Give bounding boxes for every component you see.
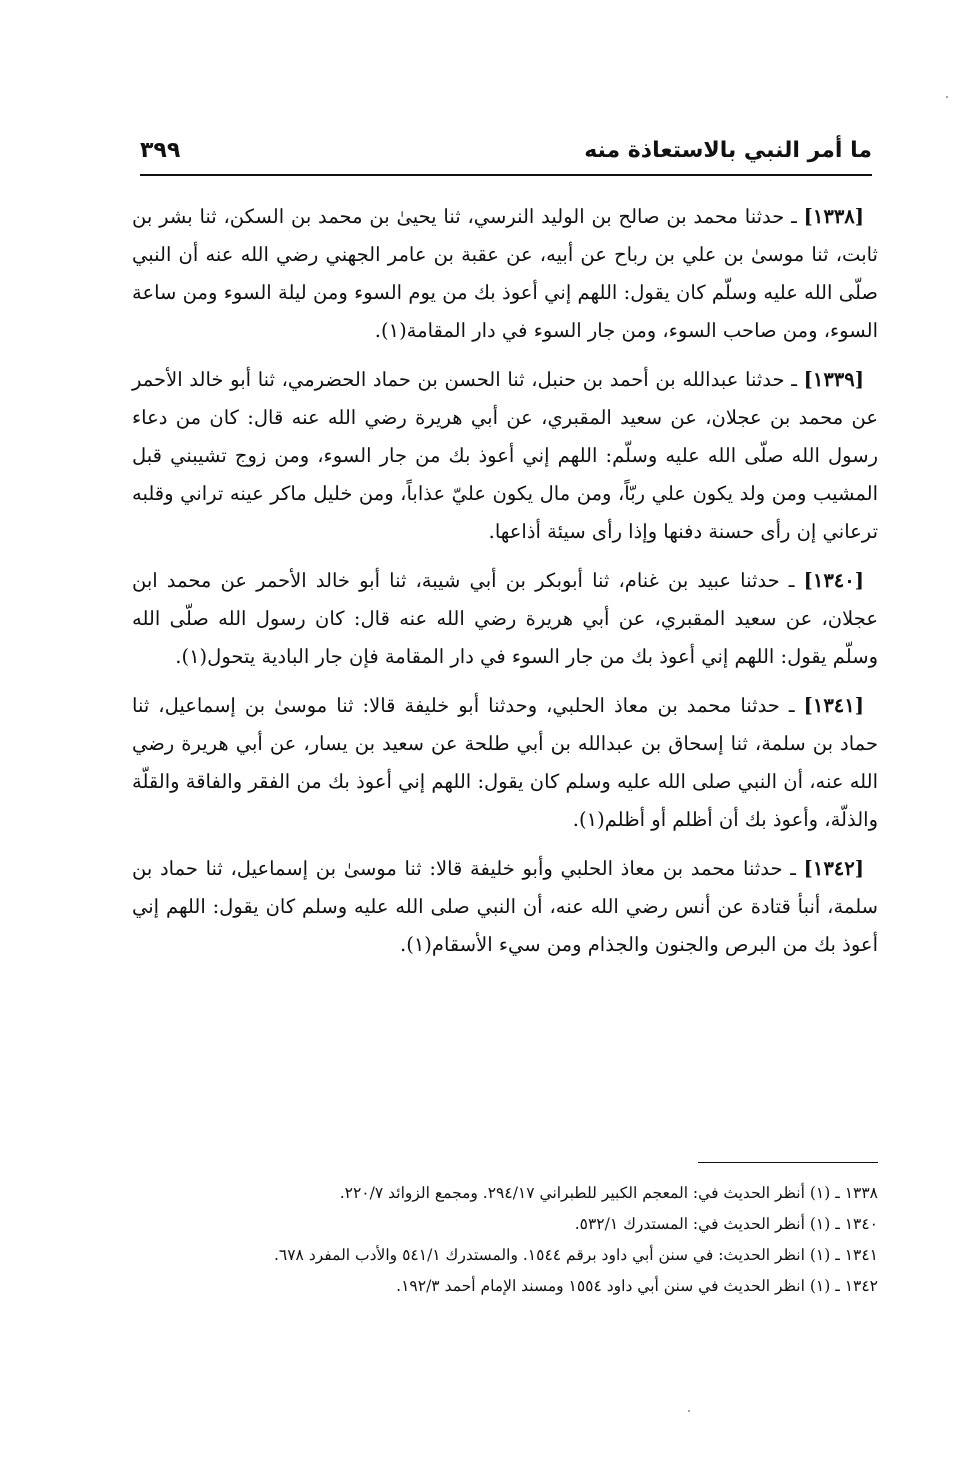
hadith-text: ـ حدثنا محمد بن معاذ الحلبي، وحدثنا أبو خليفة قالا: ثنا موسىٰ بن إسماعيل، ثنا حماد بن سلمة، ثنا إسحاق بن عبدالله بن أبي طلحة عن سعيد بن يسار، عن أبي هريرة رضي الله عنه، أن النبي صلى الله عليه وسلم كان يقول: اللهم إني أعوذ بك من الفقر والفاقة والقلّة والذلّة، وأعوذ بك أن أظلم أو أظلم(١). — [132, 694, 878, 831]
footnote: ١٣٤٠ ـ (١) أنظر الحديث في: المستدرك ٥٣٢/١. — [574, 1215, 878, 1233]
hadith-entry — [132, 562, 878, 676]
hadith-entry — [132, 361, 878, 551]
hadith-number: [١٣٤٠] — [803, 569, 864, 592]
footnotes — [132, 1178, 878, 1302]
hadith-text: ـ حدثنا عبدالله بن أحمد بن حنبل، ثنا الحسن بن حماد الحضرمي، ثنا أبو خالد الأحمر عن محمد بن عجلان، عن سعيد المقبري، عن أبي هريرة رضي الله عنه قال: كان من دعاء رسول الله صلّى الله عليه وسلّم: اللهم إني أعوذ بك من جار السوء، ومن زوج تشيبني قبل المشيب ومن ولد يكون علي ربّاً، ومن مال يكون عليّ عذاباً، ومن خليل ماكر عينه تراني وقلبه ترعاني إن رأى حسنة دفنها وإذا رأى سيئة أذاعها. — [132, 368, 878, 543]
footnote-rule — [698, 1162, 878, 1163]
chapter-title: ما أمر النبي بالاستعاذة منه — [584, 137, 872, 163]
header-rule — [140, 174, 872, 176]
scan-speck — [688, 1410, 690, 1412]
hadith-entry — [132, 687, 878, 839]
hadith-number: [١٣٣٨] — [803, 205, 865, 228]
hadith-text: ـ حدثنا محمد بن صالح بن الوليد النرسي، ثنا يحيىٰ بن محمد بن السكن، ثنا بشر بن ثابت، ثنا موسىٰ بن علي بن رباح عن أبيه، عن عقبة بن عامر الجهني رضي الله عنه أن النبي صلّى الله عليه وسلّم كان يقول: اللهم إني أعوذ بك من يوم السوء ومن ليلة السوء ومن ساعة السوء، ومن صاحب السوء، ومن جار السوء في دار المقامة(١). — [132, 205, 878, 342]
page-number: ٣٩٩ — [140, 137, 181, 163]
running-header — [140, 128, 872, 172]
main-text — [132, 198, 878, 975]
hadith-text: ـ حدثنا عبيد بن غنام، ثنا أبوبكر بن أبي شيبة، ثنا أبو خالد الأحمر عن محمد ابن عجلان، عن سعيد المقبري، عن أبي هريرة رضي الله عنه قال: كان رسول الله صلّى الله وسلّم يقول: اللهم إني أعوذ بك من جار السوء في دار المقامة فإن جار البادية يتحول(١). — [132, 569, 878, 668]
hadith-number: [١٣٤١] — [803, 694, 864, 717]
hadith-number: [١٣٣٩] — [803, 368, 864, 391]
scan-speck — [946, 96, 948, 98]
hadith-number: [١٣٤٢] — [803, 857, 864, 880]
footnote: ١٣٤٢ ـ (١) انظر الحديث في سنن أبي داود ١٥٥٤ ومسند الإمام أحمد ١٩٢/٣. — [396, 1277, 878, 1295]
hadith-text: ـ حدثنا محمد بن معاذ الحلبي وأبو خليفة قالا: ثنا موسىٰ بن إسماعيل، ثنا حماد بن سلمة، أنبأ قتادة عن أنس رضي الله عنه، أن النبي صلى الله عليه وسلم كان يقول: اللهم إني أعوذ بك من البرص والجنون والجذام ومن سيء الأسقام(١). — [132, 857, 878, 956]
footnote: ١٣٤١ ـ (١) انظر الحديث: في سنن أبي داود برقم ١٥٤٤. والمستدرك ٥٤١/١ والأدب المفرد ٦٧٨. — [273, 1246, 878, 1264]
hadith-entry — [132, 198, 878, 350]
hadith-entry — [132, 850, 878, 964]
footnote: ١٣٣٨ ـ (١) أنظر الحديث في: المعجم الكبير للطبراني ٢٩٤/١٧. ومجمع الزوائد ٢٢٠/٧. — [339, 1184, 878, 1202]
